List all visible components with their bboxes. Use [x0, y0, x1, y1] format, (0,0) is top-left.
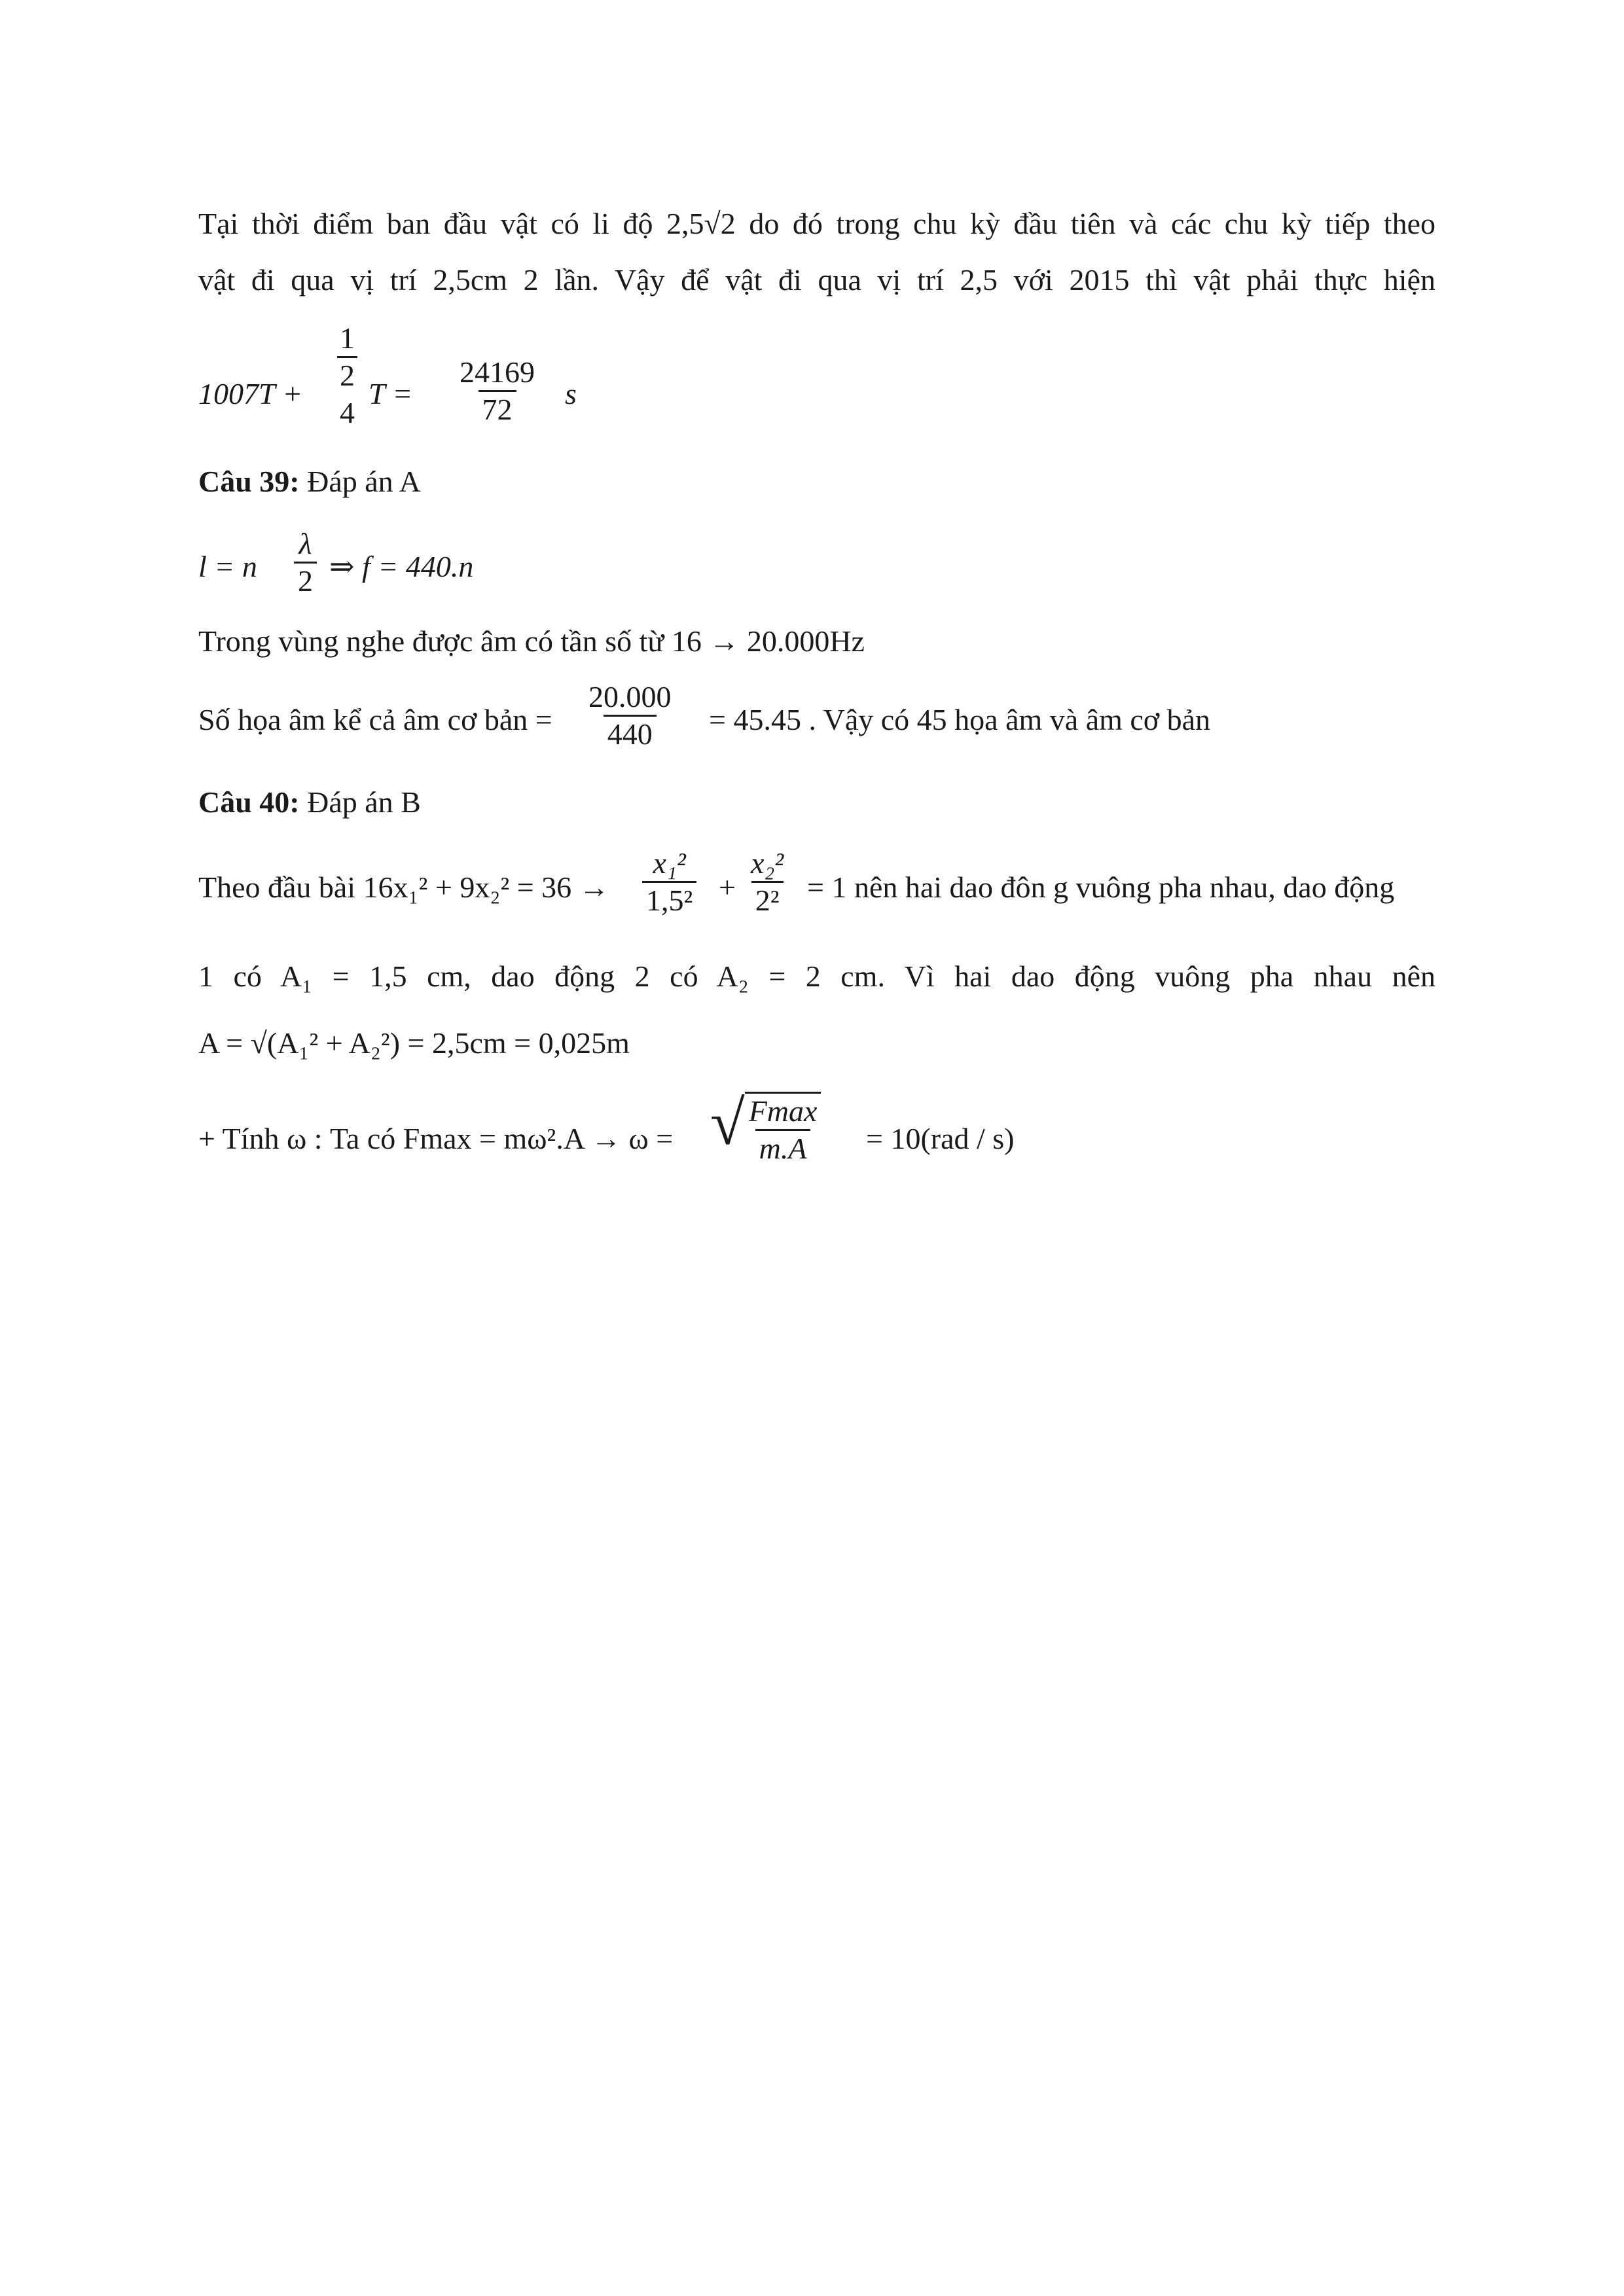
eq-unit: s: [565, 377, 577, 410]
omega-line: [198, 1086, 1435, 1191]
resultant-amplitude-line: A = √(A₁² + A₂²) = 2,5cm = 0,025m: [198, 1026, 630, 1060]
omega-prefix: + Tính ω : Ta có Fmax = mω².A → ω =: [198, 1122, 674, 1155]
omega-suffix: = 10(rad / s): [866, 1122, 1015, 1155]
count-prefix: Số họa âm kể cả âm cơ bản =: [198, 703, 552, 736]
ellipse-frac-1-num: x₁²: [653, 846, 686, 880]
equation-period-count: [198, 321, 1435, 452]
question-39-answer: Đáp án A: [307, 465, 421, 498]
ellipse-frac-2-den: 2²: [751, 881, 784, 918]
question-39-heading: [198, 462, 1435, 501]
question-40-heading: [198, 783, 1435, 822]
eq39-den: 2: [294, 562, 317, 599]
sqrt-icon: √: [710, 1088, 745, 1158]
question-40-answer: Đáp án B: [307, 785, 421, 819]
ellipse-prefix: Theo đầu bài 16x₁² + 9x₂² = 36 →: [198, 870, 609, 904]
omega-sqrt: [710, 1088, 821, 1166]
ellipse-suffix: = 1 nên hai dao đôn g vuông pha nhau, dao động: [807, 870, 1395, 904]
nested-fraction: [337, 321, 357, 433]
equation-ellipse-line: [198, 839, 1435, 937]
paragraph-line-2: vật đi qua vị trí 2,5cm 2 lần. Vậy để vật đi qua vị trí 2,5 với 2015 thì vật phải thực hiện: [198, 263, 1435, 296]
omega-num: Fmax: [748, 1094, 818, 1128]
eq-result-den: 72: [478, 390, 516, 427]
harmonic-count-line: [198, 674, 1435, 766]
ellipse-plus: +: [719, 870, 736, 904]
eq-result-fraction: [456, 355, 539, 427]
eq39-left: l = n: [198, 550, 257, 583]
count-suffix: = 45.45 . Vậy có 45 họa âm và âm cơ bản: [709, 703, 1211, 736]
ellipse-frac-1-den: 1,5²: [642, 881, 696, 918]
eq39-num: λ: [298, 527, 312, 560]
nested-frac-outer-den: 4: [340, 396, 355, 429]
eq-result-num: 24169: [460, 355, 535, 389]
amplitude-line: 1 có A₁ = 1,5 cm, dao động 2 có A₂ = 2 cm. Vì hai dao động vuông pha nhau nên: [198, 960, 1435, 993]
question-39-label: Câu 39:: [198, 465, 300, 498]
frequency-range-line: Trong vùng nghe được âm có tần số từ 16 → 20.000Hz: [198, 624, 865, 658]
omega-fraction: [745, 1092, 821, 1166]
question-40-label: Câu 40:: [198, 785, 300, 819]
equation-string-length: [198, 524, 1435, 609]
ellipse-frac-2: [747, 846, 787, 918]
ellipse-frac-2-num: x₂²: [751, 846, 784, 880]
paragraph-line-1: Tại thời điểm ban đầu vật có li độ 2,5√2 do đó trong chu kỳ đầu tiên và các chu kỳ tiếp theo: [198, 207, 1435, 240]
eq-T: T =: [369, 377, 413, 410]
eq39-fraction: [294, 526, 317, 599]
count-den: 440: [604, 715, 657, 752]
ellipse-frac-1: [642, 846, 696, 918]
eq39-right: ⇒ f = 440.n: [329, 550, 474, 583]
nested-frac-num: 1: [340, 321, 355, 355]
count-fraction: [585, 679, 676, 752]
count-num: 20.000: [588, 680, 672, 713]
nested-frac-den: 2: [337, 356, 357, 393]
eq-term: 1007T +: [198, 377, 303, 410]
omega-den: m.A: [755, 1129, 811, 1166]
